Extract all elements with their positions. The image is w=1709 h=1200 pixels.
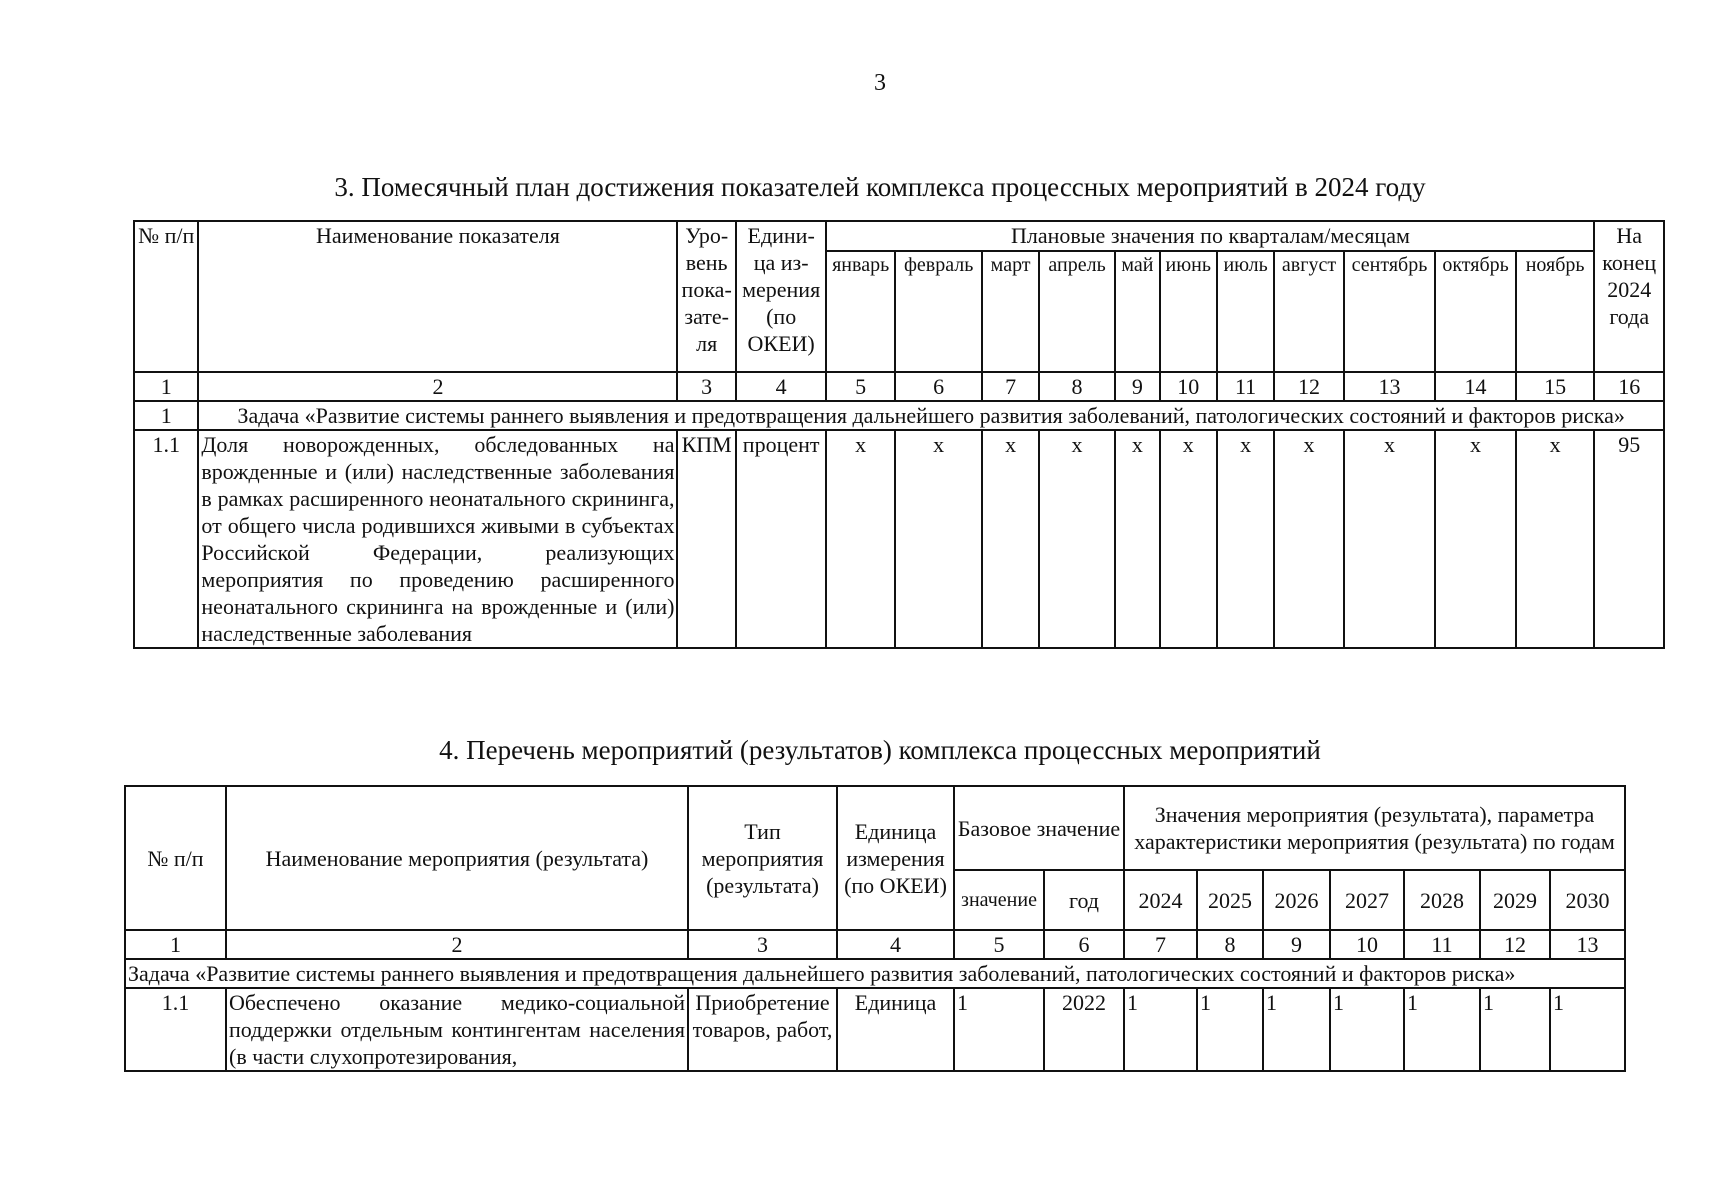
year-value: 1 bbox=[1263, 988, 1330, 1071]
column-number: 7 bbox=[1124, 930, 1197, 959]
header-base-value: значение bbox=[954, 870, 1044, 930]
month-value: х bbox=[1217, 430, 1274, 648]
column-number: 11 bbox=[1404, 930, 1480, 959]
header-unit: Едини-ца из-мерения (по ОКЕИ) bbox=[736, 221, 827, 372]
header-base-year: год bbox=[1044, 870, 1124, 930]
month-value: х bbox=[1039, 430, 1115, 648]
year-value: 1 bbox=[1330, 988, 1404, 1071]
year-value: 1 bbox=[1550, 988, 1625, 1071]
column-number: 7 bbox=[982, 372, 1038, 401]
header-month: январь bbox=[826, 251, 894, 372]
month-value: х bbox=[1115, 430, 1159, 648]
month-value: х bbox=[1160, 430, 1217, 648]
header-month: март bbox=[982, 251, 1038, 372]
header-unit: Единица измерения (по ОКЕИ) bbox=[837, 786, 954, 930]
column-number: 6 bbox=[895, 372, 983, 401]
row-number: 1.1 bbox=[125, 988, 226, 1071]
month-value: х bbox=[982, 430, 1038, 648]
column-number: 16 bbox=[1594, 372, 1664, 401]
indicator-name: Доля новорожденных, обследованных на врожденные и (или) наследственные заболевания в рамках расширенного неонатального скрининга, от общего числа родившихся живыми в субъектах Российской Федерации, реализующих мероприятия по проведению расширенного неонатального скрининга на врожденные и (или) наследственные заболевания bbox=[198, 430, 677, 648]
activity-unit: Единица bbox=[837, 988, 954, 1071]
header-month: октябрь bbox=[1435, 251, 1516, 372]
header-year: 2028 bbox=[1404, 870, 1480, 930]
column-number: 2 bbox=[198, 372, 677, 401]
month-value: х bbox=[1435, 430, 1516, 648]
activity-type: Приобретение товаров, работ, bbox=[688, 988, 837, 1071]
header-year: 2030 bbox=[1550, 870, 1625, 930]
column-number: 11 bbox=[1217, 372, 1274, 401]
task-row bbox=[125, 959, 1625, 988]
year-value: 1 bbox=[1480, 988, 1550, 1071]
column-number: 13 bbox=[1344, 372, 1436, 401]
month-value: х bbox=[1344, 430, 1436, 648]
table-row bbox=[134, 430, 1664, 648]
table-row bbox=[125, 988, 1625, 1071]
section4-title: 4. Перечень мероприятий (результатов) комплекса процессных мероприятий bbox=[439, 735, 1321, 765]
monthly-plan-table bbox=[133, 220, 1665, 649]
base-value: 1 bbox=[954, 988, 1044, 1071]
column-number: 14 bbox=[1435, 372, 1516, 401]
year-value: 1 bbox=[1124, 988, 1197, 1071]
year-value: 1 bbox=[1404, 988, 1480, 1071]
indicator-level: КПМ bbox=[677, 430, 735, 648]
header-year: 2025 bbox=[1197, 870, 1263, 930]
column-number: 8 bbox=[1039, 372, 1115, 401]
column-numbers-row bbox=[125, 930, 1625, 959]
column-number: 13 bbox=[1550, 930, 1625, 959]
column-number: 8 bbox=[1197, 930, 1263, 959]
activities-table bbox=[124, 785, 1626, 1072]
column-number: 9 bbox=[1115, 372, 1159, 401]
indicator-unit: процент bbox=[736, 430, 827, 648]
header-base: Базовое значение bbox=[954, 786, 1124, 870]
column-number: 5 bbox=[826, 372, 894, 401]
header-month: июль bbox=[1217, 251, 1274, 372]
column-number: 1 bbox=[125, 930, 226, 959]
row-number: 1.1 bbox=[134, 430, 198, 648]
task-row bbox=[134, 401, 1664, 430]
column-number: 10 bbox=[1330, 930, 1404, 959]
task-number: 1 bbox=[134, 401, 198, 430]
task-text: Задача «Развитие системы раннего выявления и предотвращения дальнейшего развития заболеваний, патологических состояний и факторов риска» bbox=[198, 401, 1664, 430]
column-number: 1 bbox=[134, 372, 198, 401]
header-plan-values: Плановые значения по кварталам/месяцам bbox=[826, 221, 1594, 251]
base-year: 2022 bbox=[1044, 988, 1124, 1071]
column-number: 12 bbox=[1480, 930, 1550, 959]
column-number: 10 bbox=[1160, 372, 1217, 401]
header-activity-name: Наименование мероприятия (результата) bbox=[226, 786, 688, 930]
header-year: 2027 bbox=[1330, 870, 1404, 930]
column-number: 3 bbox=[688, 930, 837, 959]
column-number: 4 bbox=[736, 372, 827, 401]
page-number: 3 bbox=[874, 70, 886, 96]
header-indicator-name: Наименование показателя bbox=[198, 221, 677, 372]
month-value: х bbox=[895, 430, 983, 648]
column-number: 4 bbox=[837, 930, 954, 959]
year-value: 1 bbox=[1197, 988, 1263, 1071]
column-numbers-row bbox=[134, 372, 1664, 401]
column-number: 9 bbox=[1263, 930, 1330, 959]
header-year: 2026 bbox=[1263, 870, 1330, 930]
header-month: февраль bbox=[895, 251, 983, 372]
header-num: № п/п bbox=[125, 786, 226, 930]
header-values-by-year: Значения мероприятия (результата), параметра характеристики мероприятия (результата) по годам bbox=[1124, 786, 1625, 870]
month-value: х bbox=[826, 430, 894, 648]
header-month: ноябрь bbox=[1516, 251, 1595, 372]
header-level: Уро-вень пока-зате-ля bbox=[677, 221, 735, 372]
header-year: 2024 bbox=[1124, 870, 1197, 930]
header-year: 2029 bbox=[1480, 870, 1550, 930]
column-number: 6 bbox=[1044, 930, 1124, 959]
column-number: 2 bbox=[226, 930, 688, 959]
column-number: 5 bbox=[954, 930, 1044, 959]
column-number: 12 bbox=[1274, 372, 1343, 401]
column-number: 3 bbox=[677, 372, 735, 401]
month-value: х bbox=[1274, 430, 1343, 648]
header-month: апрель bbox=[1039, 251, 1115, 372]
header-month: май bbox=[1115, 251, 1159, 372]
year-end-value: 95 bbox=[1594, 430, 1664, 648]
header-month: июнь bbox=[1160, 251, 1217, 372]
column-number: 15 bbox=[1516, 372, 1595, 401]
header-year-end: На конец 2024 года bbox=[1594, 221, 1664, 372]
activity-name: Обеспечено оказание медико-социальной поддержки отдельным контингентам населения (в части слухопротезирования, bbox=[226, 988, 688, 1071]
header-num: № п/п bbox=[134, 221, 198, 372]
task-text: Задача «Развитие системы раннего выявления и предотвращения дальнейшего развития заболеваний, патологических состояний и факторов риска» bbox=[125, 959, 1625, 988]
header-month: сентябрь bbox=[1344, 251, 1436, 372]
header-type: Тип мероприятия (результата) bbox=[688, 786, 837, 930]
header-month: август bbox=[1274, 251, 1343, 372]
section3-title: 3. Помесячный план достижения показателей комплекса процессных мероприятий в 2024 году bbox=[334, 172, 1426, 202]
month-value: х bbox=[1516, 430, 1595, 648]
